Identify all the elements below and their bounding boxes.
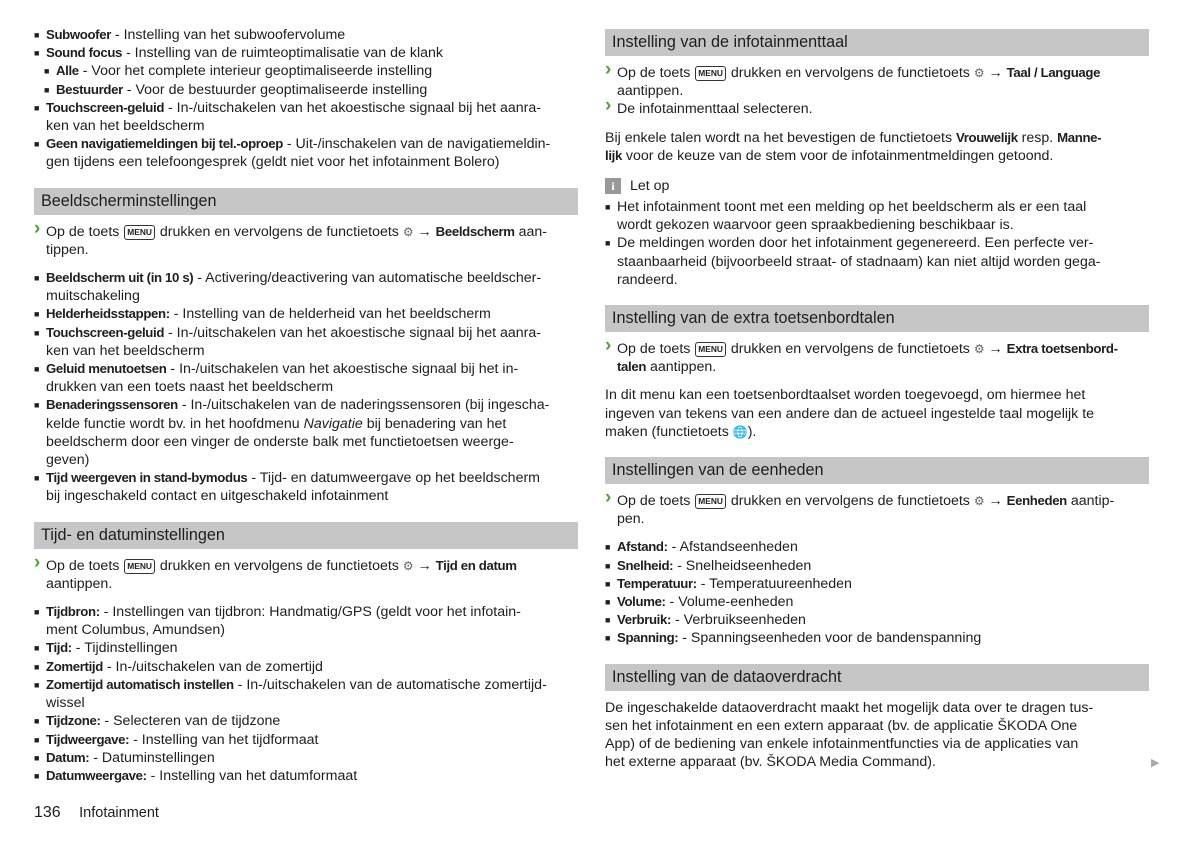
globe-icon: 🌐 — [732, 424, 748, 439]
right-column — [605, 29, 1149, 771]
display-setting-line: ■ Geluid menutoetsen - In-/uitschakelen van het akoestische signaal bij het in- — [34, 360, 578, 378]
section-heading-units: Instellingen van de eenheden — [605, 457, 1149, 484]
datetime-step: › Op de toets MENU drukken en vervolgens de functietoets ⚙ → Tijd en datum — [34, 557, 578, 575]
display-setting-line: bij ingeschakeld contact en uitgeschakeld infotainment — [46, 488, 389, 505]
sound-setting-line: ■ Alle - Voor het complete interieur geoptimaliseerde instelling — [34, 62, 578, 80]
units-list — [605, 538, 1149, 647]
display-setting-line: ■ Touchscreen-geluid - In-/uitschakelen van het akoestische signaal bij het aanra- — [34, 324, 578, 342]
datetime-setting-line: ment Columbus, Amundsen) — [46, 622, 226, 639]
keyboard-step-cont: talen aantippen. — [617, 359, 717, 376]
note-line: wordt gekozen waarvoor geen spraakbediening beschikbaar is. — [617, 217, 1014, 234]
datetime-setting-line: ■ Zomertijd - In-/uitschakelen van de zomertijd — [34, 658, 578, 676]
function-key-icon: ⚙ — [973, 342, 985, 357]
display-setting-line: beeldscherm door een vinger de onderste balk met functietoetsen weerge- — [46, 433, 514, 450]
footer-section-title: Infotainment — [79, 805, 159, 821]
sound-settings-list — [34, 26, 578, 172]
section-heading-keyboard: Instelling van de extra toetsenbordtalen — [605, 305, 1149, 332]
display-setting-line: ■ Benaderingssensoren - In-/uitschakelen van de naderingssensoren (bij ingescha- — [34, 396, 578, 414]
section-heading-datetime: Tijd- en datuminstellingen — [34, 522, 578, 549]
note-list — [605, 198, 1149, 289]
menu-key-icon: MENU — [124, 225, 155, 240]
function-key-icon: ⚙ — [973, 66, 985, 80]
display-setting-line: drukken van een toets naast het beeldscherm — [46, 379, 334, 396]
sound-setting-line: ■ Touchscreen-geluid - In-/uitschakelen van het akoestische signaal bij het aanra- — [34, 99, 578, 117]
datetime-setting-line: ■ Tijdweergave: - Instelling van het tijdformaat — [34, 731, 578, 749]
function-key-icon: ⚙ — [402, 224, 414, 239]
section-heading-language: Instelling van de infotainmenttaal — [605, 29, 1149, 56]
units-step: › Op de toets MENU drukken en vervolgens de functietoets ⚙ → Eenheden aantip- — [605, 492, 1149, 510]
datetime-setting-line: ■ Datumweergave: - Instelling van het datumformaat — [34, 767, 578, 785]
keyboard-step: › Op de toets MENU drukken en vervolgens de functietoets ⚙ → Extra toetsenbord- — [605, 340, 1149, 358]
unit-setting-line: ■ Snelheid: - Snelheidseenheden — [605, 557, 1149, 575]
display-step-cont: tippen. — [46, 241, 89, 258]
datetime-setting-line: ■ Datum: - Datuminstellingen — [34, 749, 578, 767]
units-step-cont: pen. — [617, 511, 645, 528]
note-line: randeerd. — [617, 271, 678, 288]
datetime-setting-line: ■ Tijd: - Tijdinstellingen — [34, 639, 578, 657]
display-setting-line: ken van het beeldscherm — [46, 342, 205, 359]
language-step-2: › De infotainmenttaal selecteren. — [605, 100, 1149, 118]
transfer-paragraph: De ingeschakelde dataoverdracht maakt het mogelijk data over te dragen tus- sen het infotainment en een extern apparaat (bv. de applicatie ŠKODA One App) of de bediening van enkele infotainmentfuncties via de applicaties van het externe apparaat (bv. ŠKODA Media Command). — [605, 699, 1094, 771]
sound-setting-line: gen tijdens een telefoongesprek (geldt niet voor het infotainment Bolero) — [46, 154, 500, 171]
sound-setting-line: ■ Sound focus - Instelling van de ruimteoptimalisatie van de klank — [34, 44, 578, 62]
info-icon: i — [605, 178, 621, 194]
display-setting-line: ■ Beeldscherm uit (in 10 s) - Activering/deactivering van automatische beeldscher- — [34, 269, 578, 287]
display-setting-line: muitschakeling — [46, 288, 140, 305]
menu-key-icon: MENU — [695, 66, 726, 81]
datetime-setting-line: ■ Zomertijd automatisch instellen - In-/uitschakelen van de automatische zomertijd- — [34, 676, 578, 694]
unit-setting-line: ■ Verbruik: - Verbruikseenheden — [605, 611, 1149, 629]
keyboard-paragraph: In dit menu kan een toetsenbordtaalset worden toegevoegd, om hiermee het ingeven van tekens van een andere dan de actueel ingestelde taal mogelijk te maken (functietoets 🌐). — [605, 387, 1095, 440]
note-line: ■ Het infotainment toont met een melding op het beeldscherm als er een taal — [605, 198, 1149, 216]
display-step: › Op de toets MENU drukken en vervolgens de functietoets ⚙ → Beeldscherm aan- — [34, 223, 578, 241]
unit-setting-line: ■ Temperatuur: - Temperatuureenheden — [605, 575, 1149, 593]
datetime-step-cont: aantippen. — [46, 575, 113, 592]
language-voice-paragraph: Bij enkele talen wordt na het bevestigen de functietoets Vrouwelijk resp. Manne- lijk voor de keuze van de stem voor de infotainmentmeldingen getoond. — [605, 129, 1102, 164]
sound-setting-line: ken van het beeldscherm — [46, 118, 205, 135]
unit-setting-line: ■ Volume: - Volume-eenheden — [605, 593, 1149, 611]
datetime-settings-list — [34, 603, 578, 785]
unit-setting-line: ■ Spanning: - Spanningseenheden voor de bandenspanning — [605, 629, 1149, 647]
sound-setting-line: ■ Bestuurder - Voor de bestuurder geoptimaliseerde instelling — [34, 81, 578, 99]
display-setting-line: kelde functie wordt bv. in het hoofdmenu Navigatie bij benadering van het — [46, 415, 507, 432]
continue-arrow-icon: ▶ — [1151, 757, 1160, 769]
display-setting-line: ■ Tijd weergeven in stand-bymodus - Tijd- en datumweergave op het beeldscherm — [34, 469, 578, 487]
language-step-1: › Op de toets MENU drukken en vervolgens de functietoets ⚙ → Taal / Language — [605, 64, 1149, 82]
display-setting-line: geven) — [46, 452, 90, 469]
display-setting-line: ■ Helderheidsstappen: - Instelling van de helderheid van het beeldscherm — [34, 305, 578, 323]
note-heading: i Let op — [605, 177, 1149, 195]
section-heading-display: Beeldscherminstellingen — [34, 188, 578, 215]
datetime-setting-line: wissel — [46, 695, 85, 712]
note-line: ■ De meldingen worden door het infotainment gegenereerd. Een perfecte ver- — [605, 234, 1149, 252]
section-heading-transfer: Instelling van de dataoverdracht — [605, 664, 1149, 691]
note-line: staanbaarheid (bijvoorbeeld straat- of stadnaam) kan niet altijd worden gega- — [617, 253, 1101, 270]
datetime-setting-line: ■ Tijdzone: - Selecteren van de tijdzone — [34, 712, 578, 730]
sound-setting-line: ■ Subwoofer - Instelling van het subwoofervolume — [34, 26, 578, 44]
page-footer — [34, 804, 159, 822]
unit-setting-line: ■ Afstand: - Afstandseenheden — [605, 538, 1149, 556]
language-step-1-cont: aantippen. — [617, 83, 684, 100]
menu-key-icon: MENU — [695, 494, 726, 509]
menu-key-icon: MENU — [124, 559, 155, 574]
sound-setting-line: ■ Geen navigatiemeldingen bij tel.-oproep - Uit-/inschakelen van de navigatiemeldin- — [34, 135, 578, 153]
display-settings-list — [34, 269, 578, 506]
menu-key-icon: MENU — [695, 342, 726, 357]
datetime-setting-line: ■ Tijdbron: - Instellingen van tijdbron: Handmatig/GPS (geldt voor het infotain- — [34, 603, 578, 621]
function-key-icon: ⚙ — [973, 494, 985, 509]
page-number: 136 — [34, 804, 61, 821]
function-key-icon: ⚙ — [402, 558, 414, 573]
left-column — [34, 26, 578, 785]
